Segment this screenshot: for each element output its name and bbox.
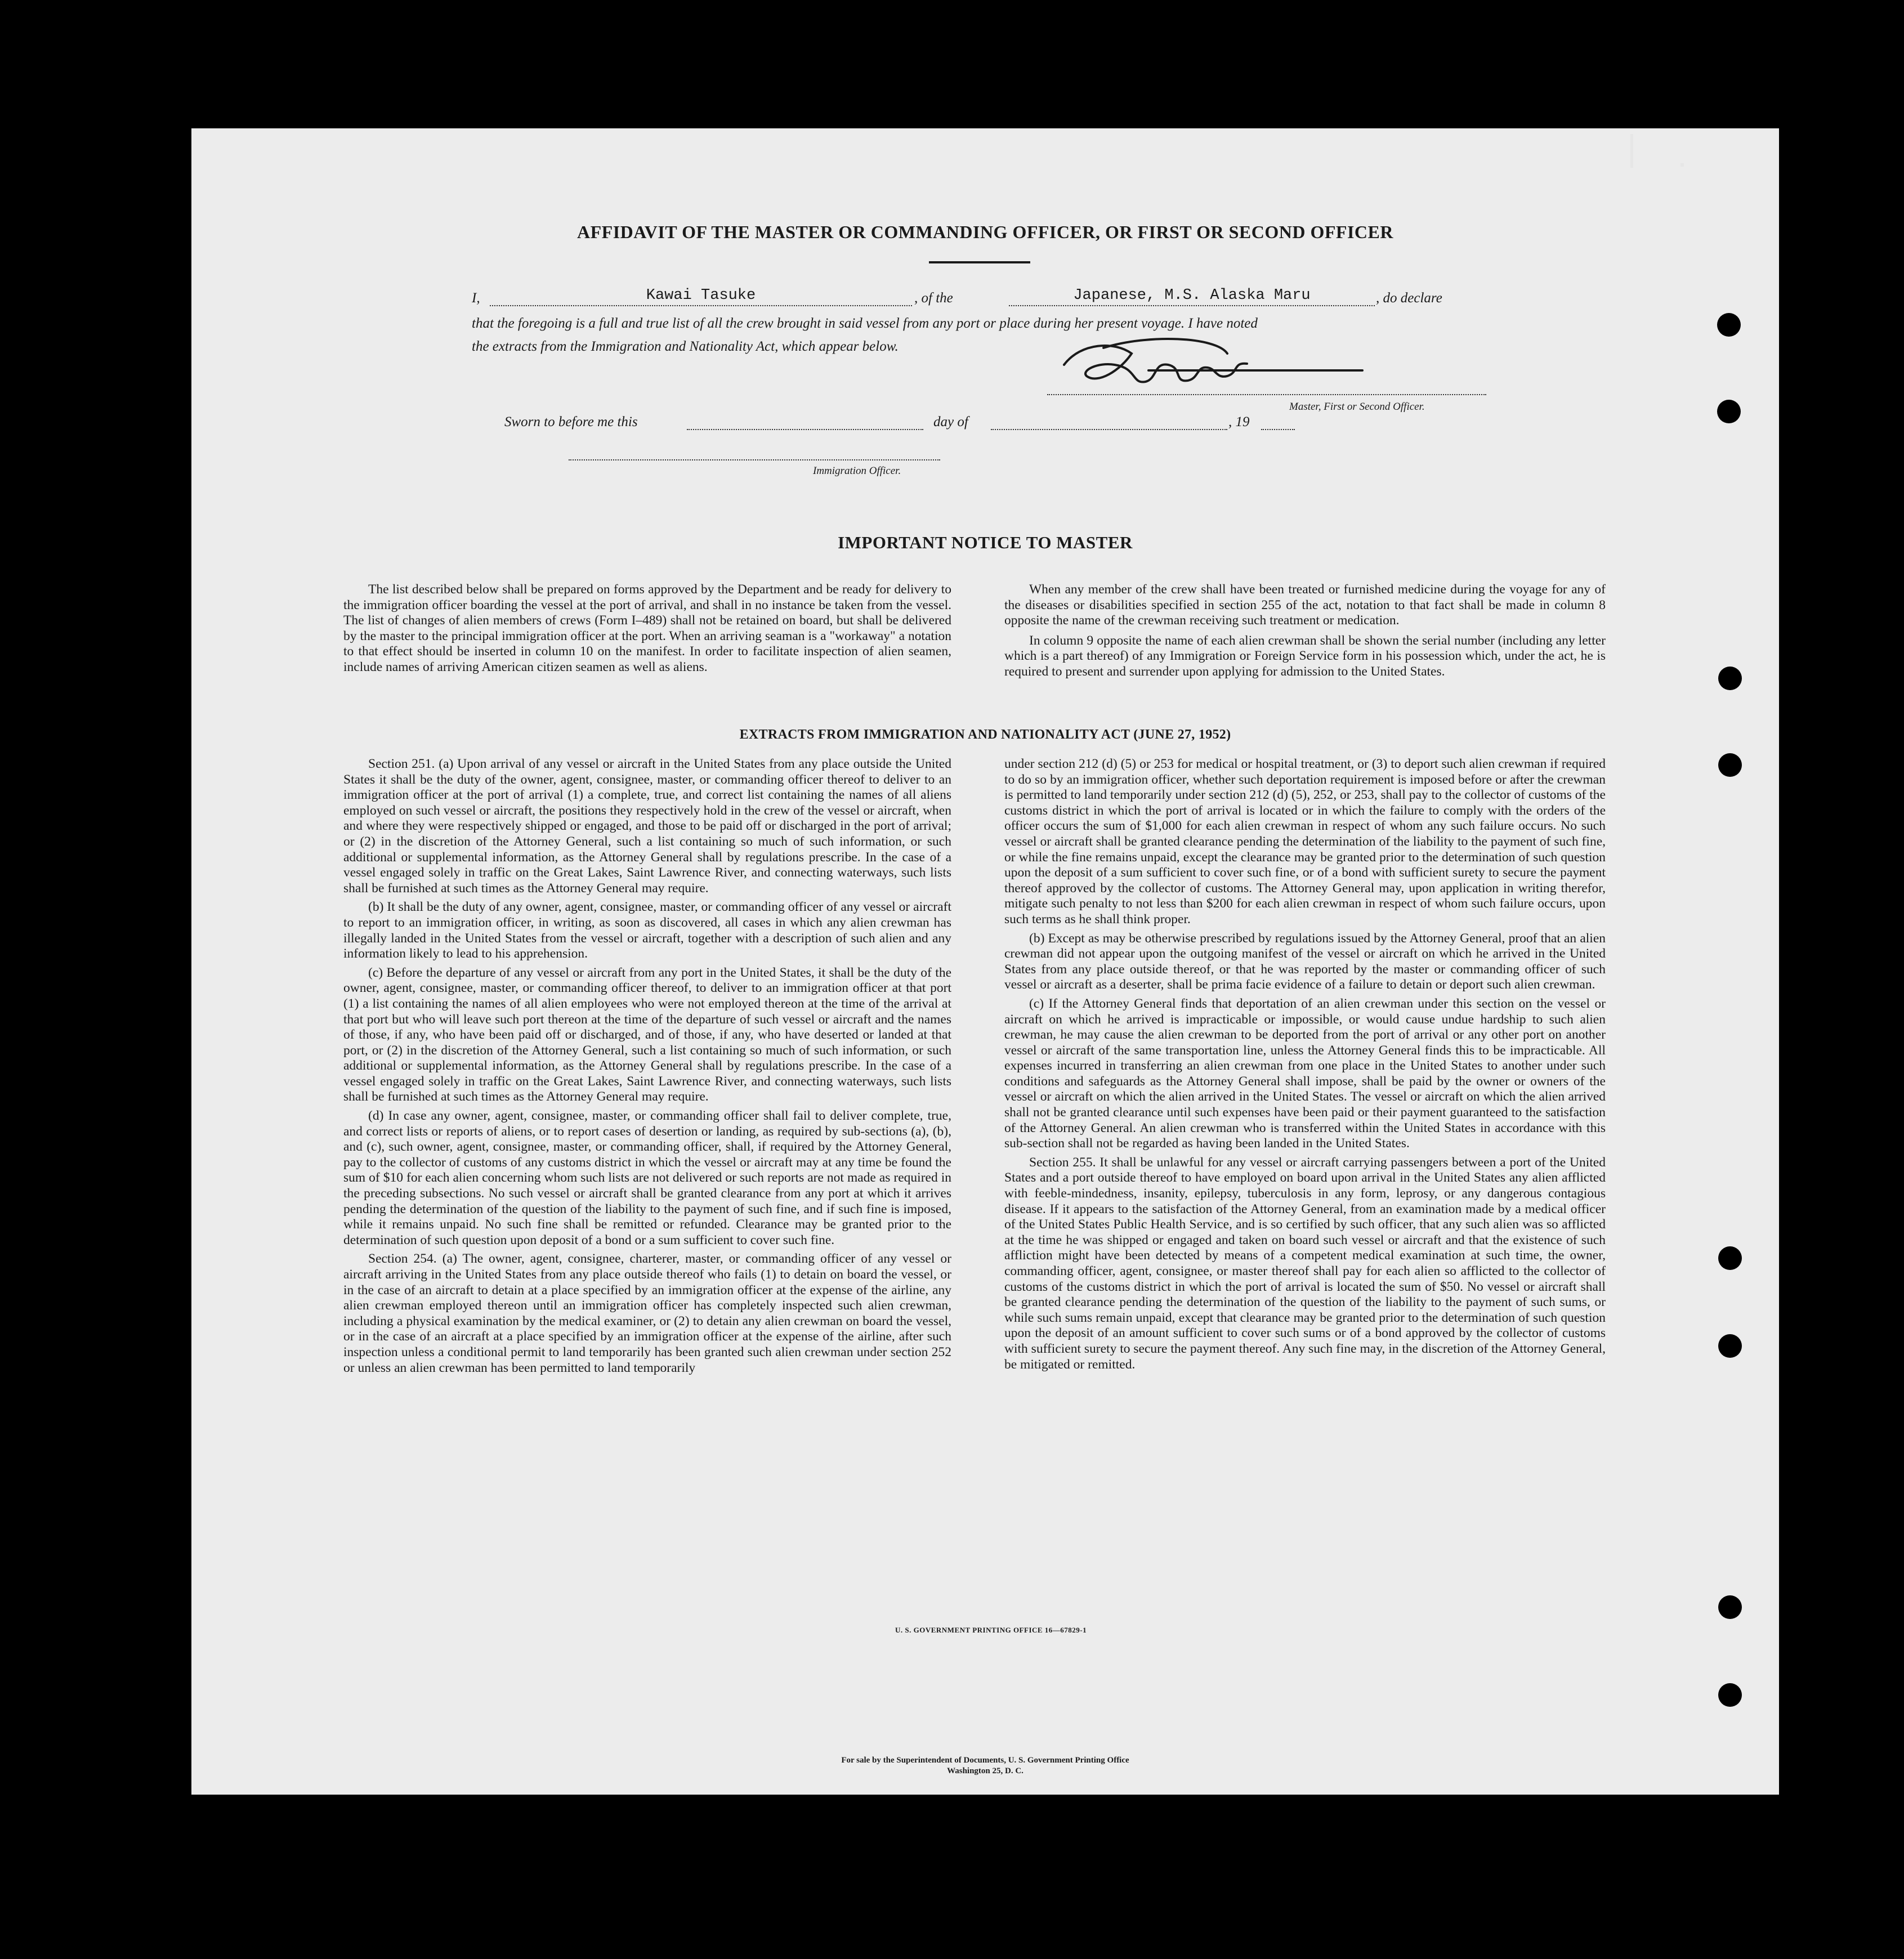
extract-paragraph: Section 255. It shall be unlawful for any vessel or aircraft carrying passengers between a port of the United States and a port outside thereof to have employed on board upon arrival in the United States any alien afflicted with feeble-mindedness, insanity, epilepsy, tuberculosis in any form, leprosy, or any dangerous contagious disease. If it appears to the satisfaction of the Attorney General, from an examination made by a medical officer of the United States Public Health Service, and is so certified by such officer, that any such alien was so afflicted at the time he was shipped or engaged and taken on board such vessel or aircraft and that the existence of such affliction might have been detected by means of a competent medical examination at such time, the owner, commanding officer, agent, consignee, or master thereof shall pay for each alien so afflicted to the collector of customs of the customs district in which the port of arrival is located the sum of $50. No vessel or aircraft shall be granted clearance pending the determination of the question of the liability to the payment of such sums, or while such sums remain unpaid, except that clearance may be granted prior to the determination of such question upon the deposit of an amount sufficient to cover such sums or of a bond approved by the collector of customs with sufficient surety to secure the payment thereof. Any such fine may, in the discretion of the Attorney General, be mitigated or remitted. [1004,1155,1606,1372]
master-name-field[interactable]: Kawai Tasuke [490,286,912,306]
extract-paragraph: (c) Before the departure of any vessel or aircraft from any port in the United States, it shall be the duty of the owner, agent, consignee, master, or commanding officer thereof, to deliver to an immigration officer at that port (1) a list containing the names of all alien employees who were not employed thereon at the time of the arrival at that port but who will leave such port thereon at the time of the departure of such vessel or aircraft and the names of those, if any, who have been paid off or discharged, and of those, if any, who have deserted or landed at that port, or (2) in the discretion of the Attorney General, such a list containing so much of such information, or such additional or supplemental information, as the Attorney General shall by regulations prescribe. In the case of a vessel engaged solely in traffic on the Great Lakes, Saint Lawrence River, and connecting waterways, such lists shall be furnished at such times as the Attorney General may require. [343,965,951,1104]
extracts-left-column [343,757,951,1376]
notice-right-column [1004,582,1606,680]
punch-hole [1718,1683,1742,1707]
extracts-title: EXTRACTS FROM IMMIGRATION AND NATIONALITY ACT (JUNE 27, 1952) [739,727,1231,742]
of-the-label: , of the [914,290,953,306]
punch-hole [1717,400,1741,423]
extract-paragraph: Section 251. (a) Upon arrival of any vessel or aircraft in the United States from any place outside the United States it shall be the duty of the owner, agent, consignee, master, or commanding officer thereof to deliver to an immigration officer at the port of arrival (1) a complete, true, and correct list containing the names of all aliens employed on such vessel or aircraft, the positions they respectively hold in the crew of the vessel or aircraft, when and where they were respectively shipped or engaged, and those to be paid off or discharged in the port of arrival; or (2) in the discretion of the Attorney General, such a list containing so much of such information, or such additional or supplemental information, as the Attorney General shall by regulations prescribe. In the case of a vessel engaged solely in traffic on the Great Lakes, Saint Lawrence River, and connecting waterways, such lists shall be furnished at such times as the Attorney General may require. [343,757,951,896]
form-page [191,128,1779,1795]
footer [191,1755,1779,1777]
extract-paragraph: (b) It shall be the duty of any owner, agent, consignee, master, or commanding officer of any vessel or aircraft to report to an immigration officer, in writing, as soon as discovered, all cases in which any alien crewman has illegally landed in the United States from the vessel or aircraft, together with a description of such alien and any information likely to lead to his apprehension. [343,900,951,961]
extract-paragraph: (c) If the Attorney General finds that deportation of an alien crewman under this section on the vessel or aircraft on which he arrived is impracticable or impossible, or would cause undue hardship to such alien crewman, he may cause the alien crewman to be deported from the port of arrival or any other port on another vessel or aircraft of the same transportation line, unless the Attorney General finds this to be impracticable. All expenses incurred in transferring an alien crewman from one place in the United States to another under such conditions and safeguards as the Attorney General shall impose, shall be paid by the owner or owners of the vessel or aircraft on which the alien arrived in the United States. The vessel or aircraft on which the alien arrived shall not be granted clearance until such expenses have been paid or their payment guaranteed to the satisfaction of the Attorney General. An alien crewman who is transferred within the United States in accordance with this sub-section shall not be regarded as having been landed in the United States. [1004,996,1606,1151]
punch-hole [1718,1595,1742,1619]
footer-line-2: Washington 25, D. C. [947,1766,1023,1775]
punch-hole [1717,313,1741,337]
extract-paragraph: under section 212 (d) (5) or 253 for medical or hospital treatment, or (3) to deport such alien crewman if required to do so by an immigration officer, whether such deportation requirement is imposed before or after the crewman is permitted to land temporarily under section 212 (d) (5), 252, or 253, shall pay to the collector of customs of the customs district in which the port of arrival is located or in which the failure to comply with the orders of the officer occurs the sum of $1,000 for each alien crewman in respect of whom any such failure occurs. No such vessel or aircraft shall be granted clearance pending the determination of the liability to the payment of such fine, or while the fine remains unpaid, except the clearance may be granted prior to the determination of such question upon the deposit of a sum sufficient to cover such fine, or of a bond with sufficient surety to secure the payment thereof approved by the collector of customs. The Attorney General may, upon application in writing therefor, mitigate such penalty to not less than $200 for each alien crewman in respect of whom such failure occurs, upon such terms as he shall think proper. [1004,757,1606,927]
vessel-field[interactable]: Japanese, M.S. Alaska Maru [1009,286,1375,306]
sworn-day-field[interactable] [687,428,923,430]
punch-hole [1718,1246,1742,1270]
footer-line-1: For sale by the Superintendent of Documents, U. S. Government Printing Office [841,1756,1129,1765]
signature-line [1047,393,1486,395]
sworn-month-field[interactable] [991,428,1227,430]
officer-caption: Immigration Officer. [813,465,901,477]
declaration-line-1: that the foregoing is a full and true list of all the crew brought in said vessel from any port or place during her present voyage. I have noted [472,316,1258,331]
notice-right-paragraph: When any member of the crew shall have been treated or furnished medicine during the voyage for any of the diseases or disabilities specified in section 255 of the act, notation to that fact shall be made in column 8 opposite the name of the crewman receiving such treatment or medication. [1004,582,1606,628]
extracts-right-column [1004,757,1606,1372]
notice-right-paragraph: In column 9 opposite the name of each alien crewman shall be shown the serial number (including any letter which is a part thereof) of any Immigration or Foreign Service form in his possession which, under the act, he is required to present and surrender upon applying for admission to the United States. [1004,633,1606,679]
extract-paragraph: Section 254. (a) The owner, agent, consignee, charterer, master, or commanding officer of any vessel or aircraft arriving in the United States from any place outside thereof who fails (1) to detain on board the vessel, or in the case of an aircraft to detain at a place specified by an immigration officer at the expense of the airline, any alien crewman employed thereon until an immigration officer has completely inspected such alien crewman, including a physical examination by the medical examiner, or (2) to detain any alien crewman on board the vessel, or in the case of an aircraft at a place specified by an immigration officer at the expense of the airline, after such inspection unless a conditional permit to land temporarily has been granted such alien crewman under section 252 or unless an alien crewman has been permitted to land temporarily [343,1251,951,1375]
edge-speck [1680,163,1684,167]
punch-hole [1718,753,1742,777]
notice-title: IMPORTANT NOTICE TO MASTER [838,533,1133,552]
declaration-line-2: the extracts from the Immigration and Nationality Act, which appear below. [472,339,899,354]
affidavit-title: AFFIDAVIT OF THE MASTER OR COMMANDING OFFICER, OR FIRST OR SECOND OFFICER [577,222,1393,242]
day-of-label: day of [933,414,968,430]
sworn-year-field[interactable] [1261,428,1295,430]
do-declare-label: , do declare [1376,290,1442,306]
title-rule [929,261,1030,263]
master-signature [1047,331,1379,399]
year-prefix-label: , 19 [1228,414,1250,430]
punch-hole [1718,667,1742,690]
punch-hole [1718,1334,1742,1358]
immigration-officer-line[interactable] [569,458,940,460]
notice-left-paragraph: The list described below shall be prepared on forms approved by the Department and be ready for delivery to the immigration officer boarding the vessel at the port of arrival, and shall in no instance be taken from the vessel. The list of changes of alien members of crews (Form I–489) shall not be retained on board, but shall be delivered by the master to the principal immigration officer at the port. When an arriving seaman is a "workaway" a notation to that effect should be inserted in column 10 on the manifest. In order to facilitate inspection of alien seamen, include names of arriving American citizen seamen as well as aliens. [343,582,951,674]
extract-paragraph: (d) In case any owner, agent, consignee, master, or commanding officer shall fail to deliver complete, true, and correct lists or reports of aliens, or to report cases of desertion or landing, as required by sub-sections (a), (b), and (c), such owner, agent, consignee, master, or commanding officer, shall, if required by the Attorney General, pay to the collector of customs of any customs district in which the vessel or aircraft may at any time be found the sum of $10 for each alien concerning whom such lists are not delivered or such reports are not made as required in the preceding subsections. No such vessel or aircraft shall be granted clearance from any port at which it arrives pending the determination of the question of the liability to the payment of such fine, and if such fine is imposed, while it remains unpaid. No such fine shall be remitted or refunded. Clearance may be granted prior to the determination of such question upon deposit of a bond or a sum sufficient to cover such fine. [343,1108,951,1247]
edge-speck [1630,134,1633,168]
sworn-label: Sworn to before me this [504,414,638,430]
signature-caption: Master, First or Second Officer. [1289,401,1425,413]
printer-mark: U. S. GOVERNMENT PRINTING OFFICE 16—67829-1 [895,1626,1087,1634]
extract-paragraph: (b) Except as may be otherwise prescribed by regulations issued by the Attorney General, proof that an alien crewman did not appear upon the outgoing manifest of the vessel or aircraft on which he arrived in the United States from any place outside thereof, or that he was reported by the master or commanding officer of such vessel or aircraft as a deserter, shall be prima facie evidence of a failure to detain or deport such alien crewman. [1004,931,1606,992]
intro-i: I, [472,290,480,306]
